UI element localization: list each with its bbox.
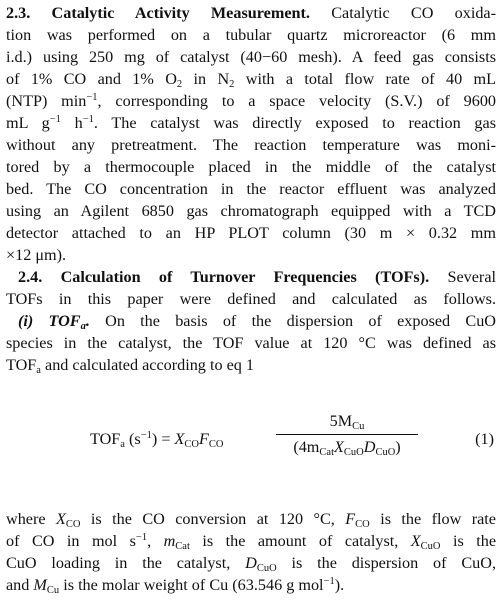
equation-number: (1) bbox=[475, 430, 494, 448]
section-2-3-line-8: tored by a thermocouple placed in the middle of the catalyst bbox=[6, 158, 496, 176]
section-2-3-line-6: mL $g^{-1}$ $h^{-1}$. The catalyst was directly exposed to reaction gas bbox=[6, 114, 496, 132]
section-2-4-heading: 2.4. Calculation of Turnover Frequencies (TOFs). bbox=[18, 268, 430, 286]
section-2-3-line-10: using an Agilent 6850 gas chromatograph equipped with a TCD bbox=[6, 202, 496, 220]
section-2-3-line-7: without any pretreatment. The reaction temperature was moni- bbox=[6, 136, 496, 154]
fraction-bar bbox=[276, 434, 418, 435]
definitions-line-3: CuO loading in the catalyst, $D_{CuO}$ is the dispersion of CuO, bbox=[6, 554, 496, 574]
section-2-4-line-5: $TOF_a$ and calculated according to eq 1 bbox=[6, 356, 255, 376]
section-2-3-line-12: ×12 μm). bbox=[6, 246, 67, 264]
equation-lhs: $TOF_a$ $(s^{-1}) = X_{CO}F_{CO}$ bbox=[90, 430, 224, 450]
section-2-4-line-4: species in the catalyst, the TOF value at 120 °C was defined as bbox=[6, 334, 496, 352]
equation-denominator: $(4m_{Cat}X_{CuO}D_{CuO})$ bbox=[293, 438, 401, 458]
section-2-4-line-2: TOFs in this paper were defined and calculated as follows. bbox=[6, 290, 496, 308]
section-2-3-line-11: detector attached to an HP PLOT column (30 m × 0.32 mm bbox=[6, 224, 496, 242]
definitions-line-1: where $X_{CO}$ is the CO conversion at 120 °C, $F_{CO}$ is the flow rate bbox=[6, 510, 496, 530]
equation-1 bbox=[6, 408, 496, 478]
section-2-3-heading: 2.3. Catalytic Activity Measurement. bbox=[6, 4, 310, 22]
section-2-3-line-9: bed. The CO concentration in the reactor effluent was analyzed bbox=[6, 180, 496, 198]
section-2-4-line-1: 2.4. Calculation of Turnover Frequencies (TOFs). Several bbox=[18, 268, 497, 286]
definitions-line-2: of CO in mol $s^{-1}$, $m_{Cat}$ is the amount of catalyst, $X_{CuO}$ is the bbox=[6, 532, 496, 552]
section-2-3-line-3: i.d.) using 250 mg of catalyst (40−60 mesh). A feed gas consists bbox=[6, 48, 496, 66]
section-2-3-line-4: of 1% CO and 1% $O_2$ in $N_2$ with a total flow rate of 40 mL bbox=[6, 70, 496, 90]
section-2-3-line-5: (NTP) $\min^{-1}$, corresponding to a space velocity (S.V.) of 9600 bbox=[6, 92, 497, 110]
definitions-line-4: and $M_{Cu}$ is the molar weight of Cu (63.546 g mol$^{-1}$). bbox=[6, 576, 345, 596]
section-2-3-line-1: 2.3. Catalytic Activity Measurement. Catalytic CO oxida- bbox=[6, 4, 496, 22]
equation-fraction bbox=[276, 410, 418, 458]
section-2-3-line-2: tion was performed on a tubular quartz microreactor (6 mm bbox=[6, 26, 496, 44]
equation-numerator: $5M_{Cu}$ bbox=[329, 412, 365, 432]
item-label: (i) $TOF_a$. bbox=[18, 312, 90, 332]
section-2-4-line-3: (i) $TOF_a$. On the basis of the dispersion of exposed CuO bbox=[18, 312, 496, 332]
